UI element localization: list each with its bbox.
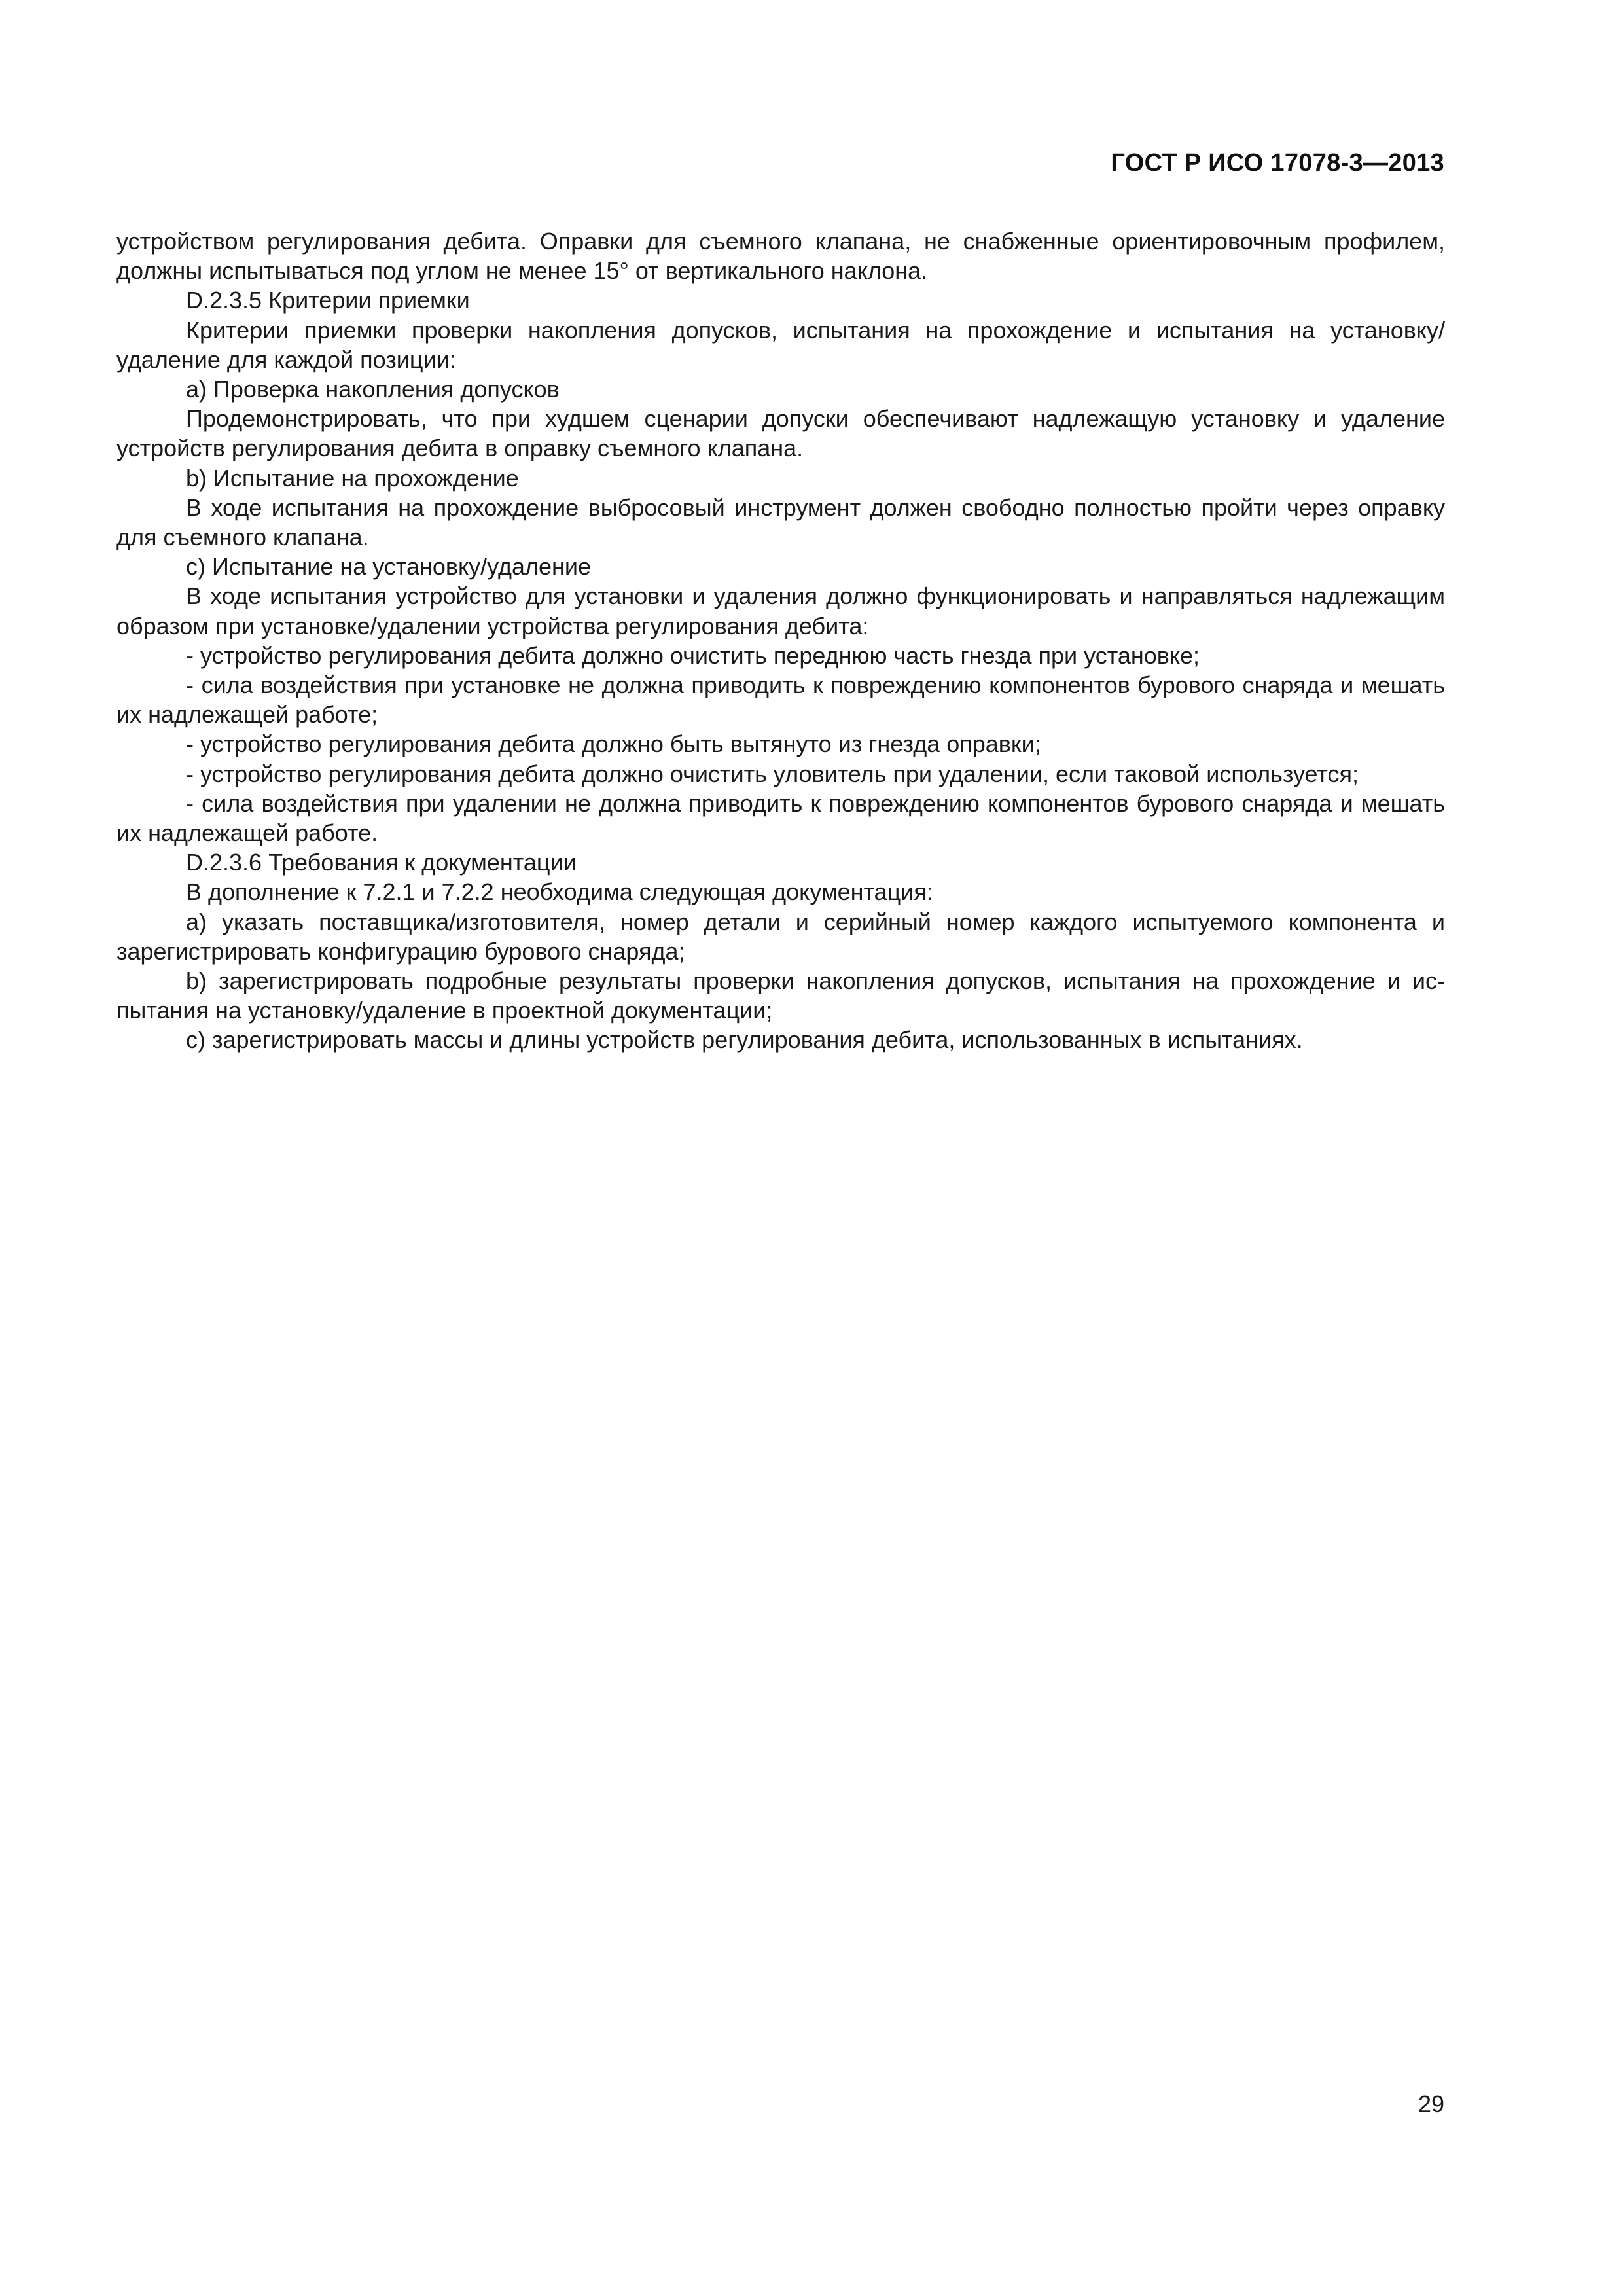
list-item-tolerance-check: a) Проверка накопления допусков — [186, 376, 560, 403]
paragraph-documentation: В дополнение к 7.2.1 и 7.2.2 необходима следующая документация: — [186, 878, 933, 906]
list-item-documentation: a) указать поставщика/изготовителя, номер детали и серийный номер каждого испытуемого компонента и зарегистрировать конфигурацию бурового снаряда; — [116, 908, 1445, 965]
bullet-item: - устройство регулирования дебита должно очистить переднюю часть гнезда при установке; — [186, 641, 1200, 669]
body-text — [116, 226, 1445, 1055]
bullet-item: - сила воздействия при установке не должна приводить к повреждению компонентов бурового снаряда и мешать их надлежащей работе; — [116, 672, 1445, 728]
paragraph-continuation: устройством регулирования дебита. Оправки для съемного клапана, не снабженные ориентировочным профилем, должны испытываться под углом не менее 15° от вертикального наклона. — [116, 228, 1445, 285]
paragraph-install-removal-test: В ходе испытания устройство для установки и удаления должно функционировать и направляться надлежащим образом при установке/удалении устройства регулирования дебита: — [116, 583, 1445, 639]
list-item-drift-test: b) Испытание на прохождение — [186, 464, 519, 492]
list-item-documentation: b) зарегистрировать подробные результаты проверки накопления допусков, испытания на прохождение и испытания на установку/удаление в проектной документации; — [116, 967, 1445, 1024]
section-heading-documentation: D.2.3.6 Требования к документации — [186, 849, 577, 876]
paragraph-tolerance-check: Продемонстрировать, что при худшем сценарии допуски обеспечивают надлежащую установку и удаление устройств регулирования дебита в оправку съемного клапана. — [116, 405, 1445, 462]
bullet-item: - устройство регулирования дебита должно очистить уловитель при удалении, если таковой используется; — [186, 760, 1359, 787]
paragraph-drift-test: В ходе испытания на прохождение выбросовый инструмент должен свободно полностью пройти через оправку для съемного клапана. — [116, 493, 1445, 551]
page-number: 29 — [1418, 2090, 1444, 2117]
bullet-item: - устройство регулирования дебита должно быть вытянуто из гнезда оправки; — [186, 730, 1041, 758]
standard-code-header: ГОСТ Р ИСО 17078-3—2013 — [1111, 149, 1444, 177]
list-item-install-removal-test: c) Испытание на установку/удаление — [186, 553, 592, 581]
section-heading-acceptance-criteria: D.2.3.5 Критерии приемки — [186, 287, 470, 314]
list-item-documentation: c) зарегистрировать массы и длины устройств регулирования дебита, использованных в испытаниях. — [186, 1026, 1303, 1054]
bullet-item: - сила воздействия при удалении не должна приводить к повреждению компонентов бурового снаряда и мешать их надлежащей работе. — [116, 789, 1445, 847]
paragraph-acceptance-criteria: Критерии приемки проверки накопления допусков, испытания на прохождение и испытания на установку/ удаление для каждой позиции: — [116, 316, 1445, 373]
